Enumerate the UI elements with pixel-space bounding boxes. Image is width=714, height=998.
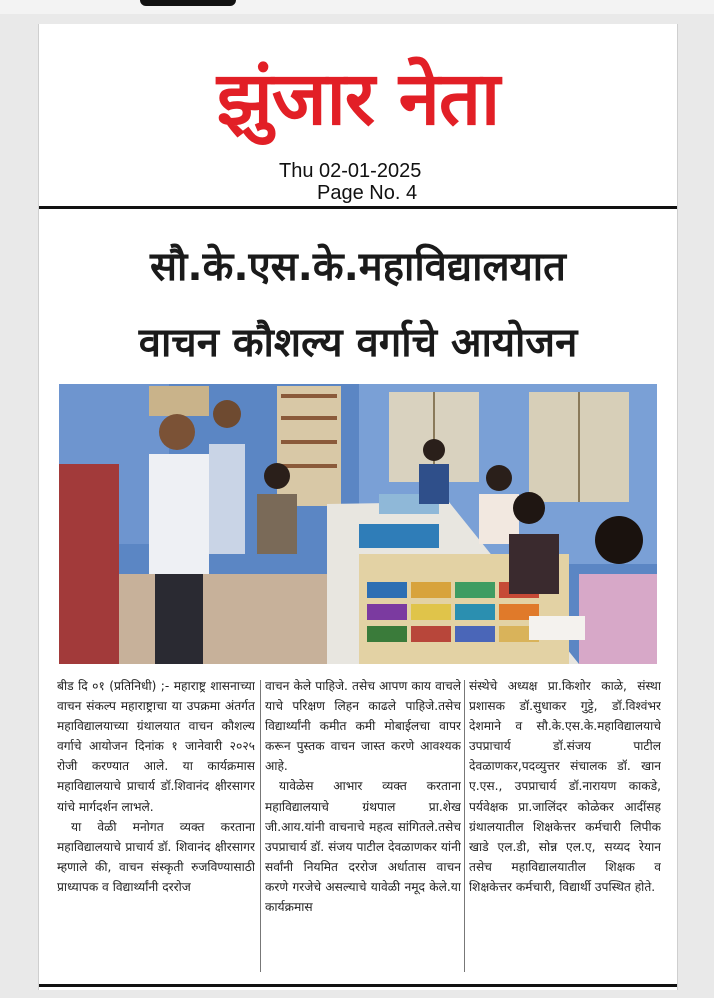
article-column-3 bbox=[469, 676, 661, 976]
article-headline bbox=[39, 236, 677, 374]
masthead bbox=[39, 24, 677, 204]
window-tab-handle bbox=[140, 0, 236, 6]
issue-date: Thu 02-01-2025 bbox=[279, 160, 422, 182]
newspaper-title: झुंजार नेता bbox=[216, 56, 500, 142]
article-body bbox=[57, 676, 661, 976]
column-divider bbox=[464, 680, 465, 972]
window-top-strip bbox=[0, 0, 714, 14]
article-photo bbox=[59, 384, 657, 664]
column-divider bbox=[260, 680, 261, 972]
headline-line-1: सौ.के.एस.के.महाविद्यालयात bbox=[150, 244, 566, 290]
article-column-2 bbox=[265, 676, 461, 976]
article-paragraph: या वेळी मनोगत व्यक्त करताना महाविद्यालयाचे प्राचार्य डॉ. शिवानंद क्षीरसागर म्हणाले की, वाचन संस्कृती रुजविण्यासाठी प्राध्यापक व विद्यार्थ्यांनी दररोज bbox=[57, 819, 255, 894]
headline-line-2: वाचन कौशल्य वर्गाचे आयोजन bbox=[138, 320, 578, 366]
article-paragraph: वाचन केले पाहिजे. तसेच आपण काय वाचले याचे परिक्षण लिहन काढले पाहिजे.तसेच विद्यार्थ्यांनी कमीत कमी मोबाईलचा वापर करून पुस्तक वाचन जास्त करणे आवश्यक आहे. bbox=[265, 679, 461, 774]
article-paragraph: बीड दि ०१ (प्रतिनिधी) ;- महाराष्ट्र शासनाच्या वाचन संकल्प महाराष्ट्राचा या उपक्रमा अंतर्गत महाविद्यालयाच्या ग्रंथालयात वाचन कौशल्य वर्गाचे आयोजन दिनांक १ जानेवारी २०२५ रोजी करण्यात आले. या कार्यक्रमास महाविद्यालयाचे प्राचार्य डॉ.शिवानंद क्षीरसागर यांचे मार्गदर्शन लाभले. bbox=[57, 679, 255, 814]
library-reading-photo bbox=[59, 384, 657, 664]
article-paragraph: यावेळेस आभार व्यक्त करताना महाविद्यालयाचे ग्रंथपाल प्रा.शेख जी.आय.यांनी वाचनाचे महत्व सांगितले.तसेच उपप्राचार्य डॉ. संजय पाटील देवळाणकर यांनी सर्वांनी नियमित दररोज अर्धातास वाचन करणे गरजेचे असल्याचे यावेळी नमूद केले.या कार्यक्रमास bbox=[265, 779, 461, 915]
article-paragraph: संस्थेचे अध्यक्ष प्रा.किशोर काळे, संस्था प्रशासक डॉ.सुधाकर गुट्टे, डॉ.विश्वंभर देशमाने व सौ.के.एस.के.महाविद्यालयाचे उपप्राचार्य डॉ.संजय पाटील देवळाणकर,पदव्युत्तर संचालक डॉ. खान ए.एस., उपप्राचार्य डॉ.नारायण काकडे, पर्यवेक्षक प्रा.जालिंदर कोळेकर आदींसह ग्रंथालयातील शिक्षकेत्तर कर्मचारी लिपीक खाडे एल.डी, सोन्न एल.ए, सय्यद रेयान तसेच महाविद्यालयातील शिक्षक व शिक्षकेत्तर कर्मचारी, विद्यार्थी उपस्थित होते. bbox=[469, 679, 661, 894]
article-column-1 bbox=[57, 676, 255, 976]
bottom-divider bbox=[39, 984, 677, 987]
newspaper-clipping bbox=[38, 24, 678, 990]
masthead-divider bbox=[39, 206, 677, 209]
page-number: Page No. 4 bbox=[317, 182, 418, 204]
